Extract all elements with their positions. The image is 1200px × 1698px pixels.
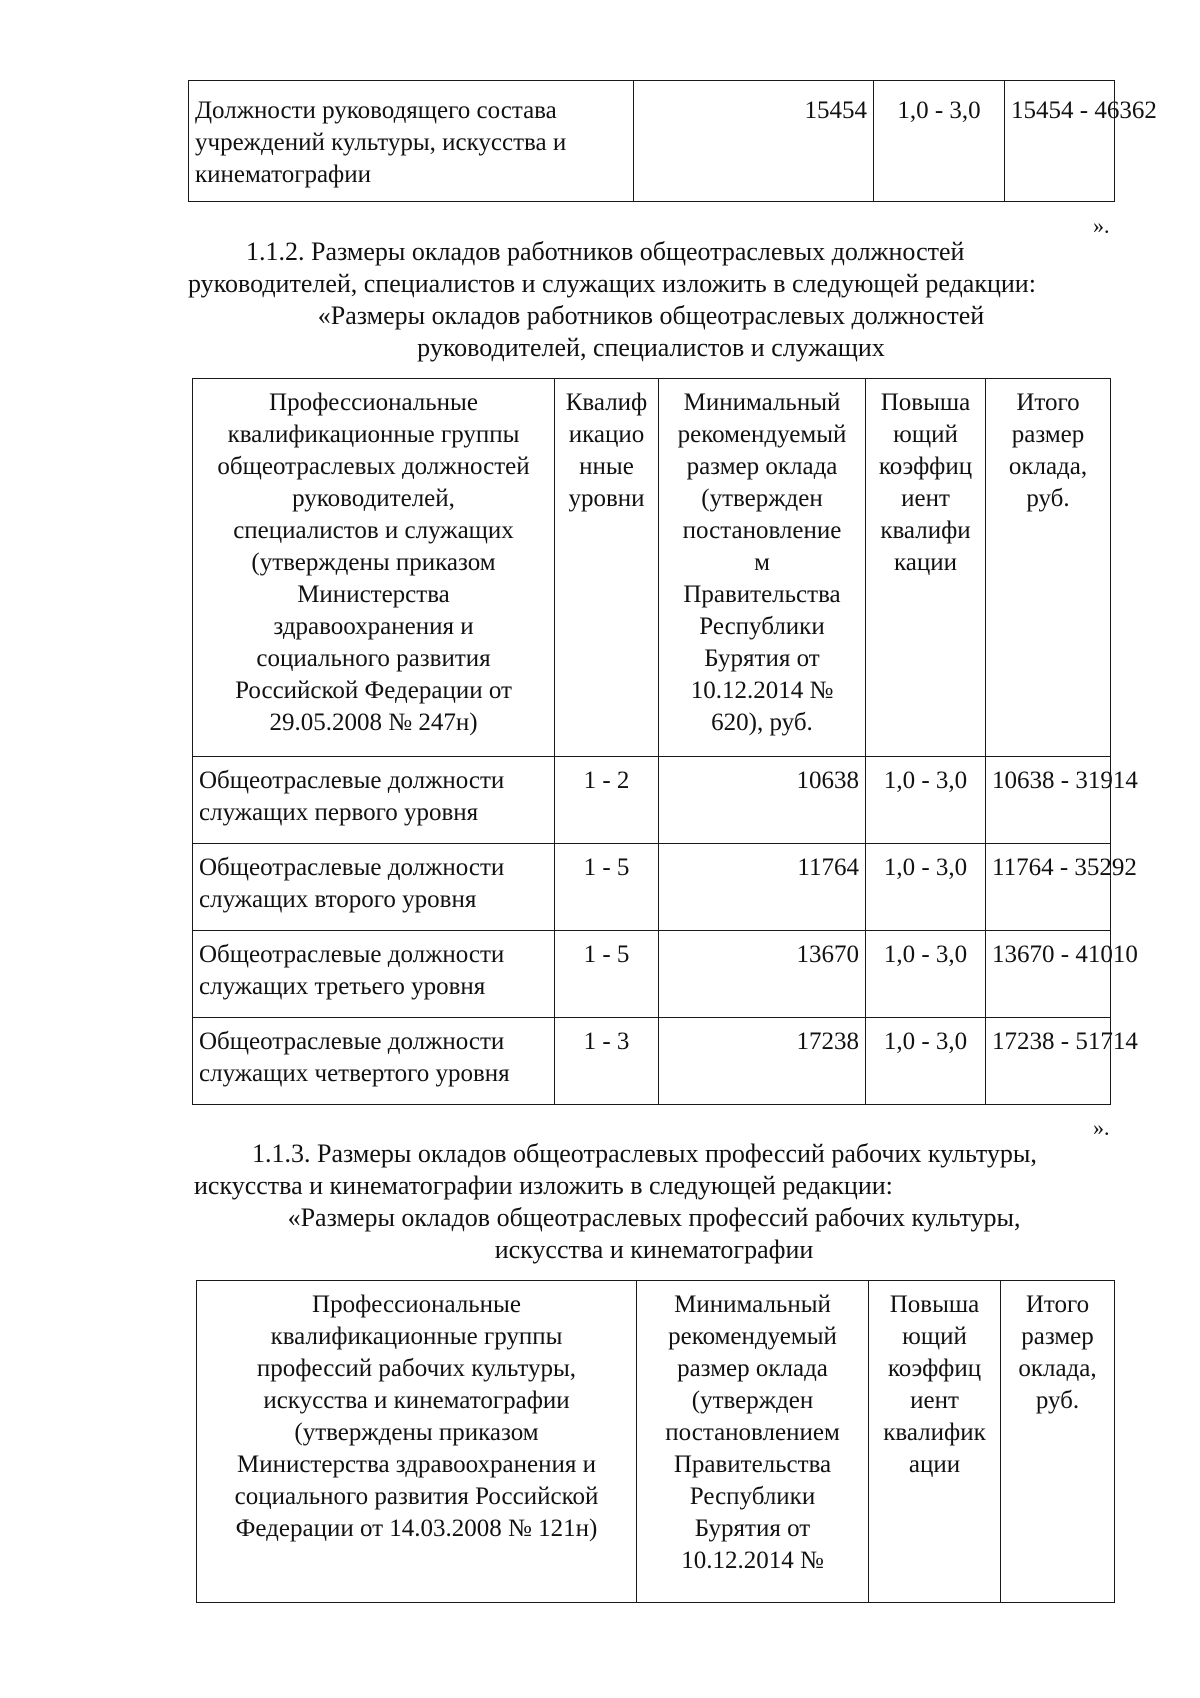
table-header-row xyxy=(197,1281,1115,1603)
table-top xyxy=(188,80,1157,202)
position-group-name: Общеотраслевые должности служащих третьего уровня xyxy=(193,931,555,1018)
quote-end-mark: ». xyxy=(1093,213,1110,238)
header-coefficient: Повыша ющий коэффиц иент квалифи кации xyxy=(866,379,986,757)
coefficient-cell: 1,0 - 3,0 xyxy=(866,931,986,1018)
quote-end-mark: ». xyxy=(1093,1115,1110,1140)
section-112-intro-line1: 1.1.2. Размеры окладов работников общеотраслевых должностей xyxy=(246,237,965,266)
min-salary-cell: 13670 xyxy=(659,931,866,1018)
table-113 xyxy=(196,1280,1115,1603)
levels-cell: 1 - 5 xyxy=(555,844,659,931)
header-min-salary: Минимальный рекомендуемый размер оклада (утвержден постановление м Правительства Республики Бурятия от 10.12.2014 № 620), руб. xyxy=(659,379,866,757)
section-112-intro-line2: руководителей, специалистов и служащих изложить в следующей редакции: xyxy=(188,269,1036,298)
position-group-name: Общеотраслевые должности служащих второго уровня xyxy=(193,844,555,931)
total-salary-cell: 11764 - 35292 xyxy=(986,844,1111,931)
min-salary-cell: 10638 xyxy=(659,757,866,844)
coefficient-cell: 1,0 - 3,0 xyxy=(866,844,986,931)
table-row xyxy=(193,1018,1111,1105)
levels-cell: 1 - 5 xyxy=(555,931,659,1018)
header-qualification-groups: Профессиональные квалификационные группы общеотраслевых должностей руководителей, специалистов и служащих (утверждены приказом Министерства здравоохранения и социального развития Российской Федерации от 29.05.2008 № 247н) xyxy=(193,379,555,757)
total-salary-cell: 13670 - 41010 xyxy=(986,931,1111,1018)
table-112 xyxy=(192,378,1138,1105)
table-row xyxy=(189,81,1115,202)
position-group-name: Общеотраслевые должности служащих четвертого уровня xyxy=(193,1018,555,1105)
min-salary-cell: 11764 xyxy=(659,844,866,931)
table-row xyxy=(193,844,1111,931)
header-coefficient: Повыша ющий коэффиц иент квалифик ации xyxy=(869,1281,1001,1603)
min-salary-cell: 15454 xyxy=(634,81,874,202)
coefficient-cell: 1,0 - 3,0 xyxy=(866,1018,986,1105)
total-salary-cell: 15454 - 46362 xyxy=(1005,81,1115,202)
coefficient-cell: 1,0 - 3,0 xyxy=(874,81,1005,202)
header-min-salary: Минимальный рекомендуемый размер оклада (утвержден постановлением Правительства Республики Бурятия от 10.12.2014 № xyxy=(637,1281,869,1603)
section-112-title: «Размеры окладов работников общеотраслевых должностей руководителей, специалистов и служащих xyxy=(317,301,985,362)
table-row xyxy=(193,931,1111,1018)
total-salary-cell: 10638 - 31914 xyxy=(986,757,1111,844)
min-salary-cell: 17238 xyxy=(659,1018,866,1105)
table-row xyxy=(193,757,1111,844)
levels-cell: 1 - 3 xyxy=(555,1018,659,1105)
header-qualification-groups: Профессиональные квалификационные группы профессий рабочих культуры, искусства и кинематографии (утверждены приказом Министерства здравоохранения и социального развития Российской Федерации от 14.03.2008 № 121н) xyxy=(197,1281,637,1603)
section-113-title: «Размеры окладов общеотраслевых профессий рабочих культуры, искусства и кинематографии xyxy=(287,1203,1021,1264)
section-113-intro-line2: искусства и кинематографии изложить в следующей редакции: xyxy=(194,1171,893,1200)
table-header-row xyxy=(193,379,1111,757)
levels-cell: 1 - 2 xyxy=(555,757,659,844)
header-total-salary: Итого размер оклада, руб. xyxy=(986,379,1111,757)
total-salary-cell: 17238 - 51714 xyxy=(986,1018,1111,1105)
section-113-intro-line1: 1.1.3. Размеры окладов общеотраслевых профессий рабочих культуры, xyxy=(252,1139,1037,1168)
position-group-name: Должности руководящего состава учреждений культуры, искусства и кинематографии xyxy=(189,81,634,202)
header-total-salary: Итого размер оклада, руб. xyxy=(1001,1281,1115,1603)
header-qualification-levels: Квалиф икацио нные уровни xyxy=(555,379,659,757)
position-group-name: Общеотраслевые должности служащих первого уровня xyxy=(193,757,555,844)
coefficient-cell: 1,0 - 3,0 xyxy=(866,757,986,844)
